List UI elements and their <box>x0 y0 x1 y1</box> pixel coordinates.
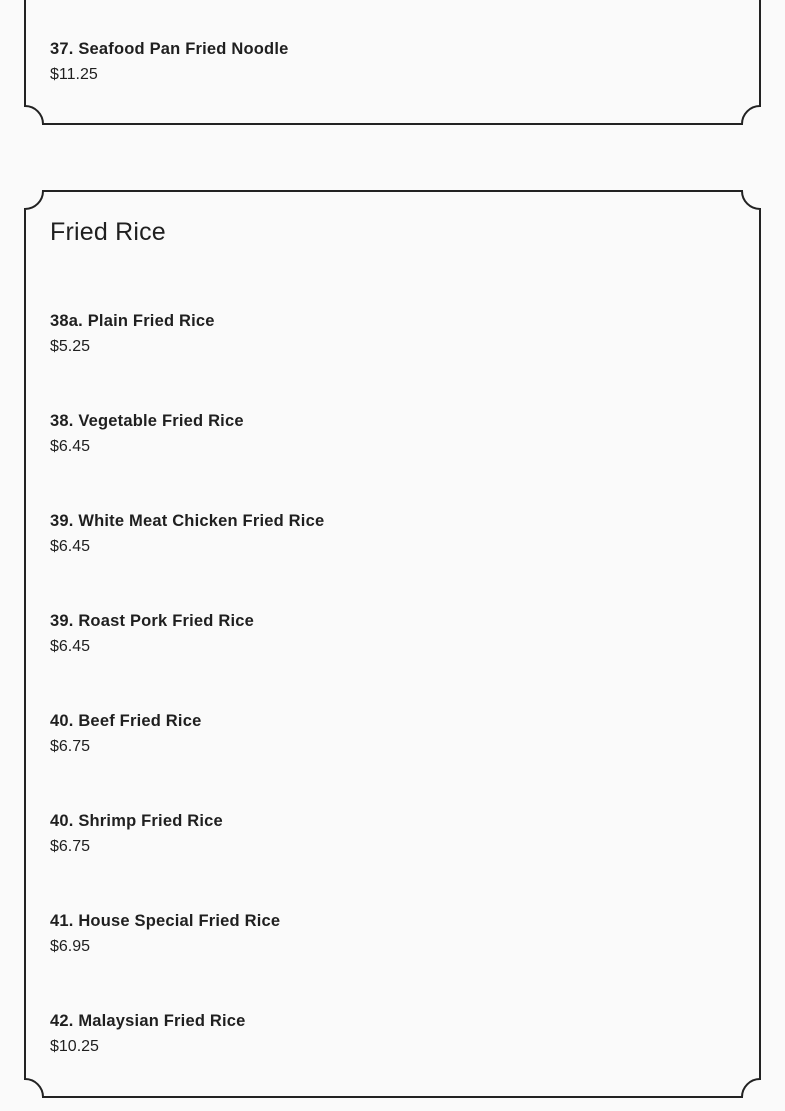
menu-item-price: $6.75 <box>50 838 91 855</box>
menu-item[interactable] <box>50 511 324 557</box>
menu-item-name: 40. Shrimp Fried Rice <box>50 812 223 830</box>
menu-item-name: 41. House Special Fried Rice <box>50 912 281 930</box>
menu-item-price: $6.45 <box>50 538 91 555</box>
menu-item-name: 39. White Meat Chicken Fried Rice <box>50 512 325 530</box>
menu-item-name: 39. Roast Pork Fried Rice <box>50 612 254 630</box>
menu-section-card-fried-rice <box>24 190 761 1098</box>
menu-item[interactable] <box>50 911 280 957</box>
menu-item[interactable] <box>50 711 201 757</box>
menu-item[interactable] <box>50 1011 246 1057</box>
menu-item-price: $6.95 <box>50 938 91 955</box>
menu-item-name: 42. Malaysian Fried Rice <box>50 1012 246 1030</box>
menu-item-name: 38a. Plain Fried Rice <box>50 312 215 330</box>
menu-item[interactable] <box>50 611 254 657</box>
menu-section-card-previous <box>24 0 761 126</box>
menu-item-price: $5.25 <box>50 338 91 355</box>
section-title: Fried Rice <box>50 218 166 246</box>
menu-item-price: $6.75 <box>50 738 91 755</box>
menu-item-price: $11.25 <box>50 66 98 83</box>
menu-item[interactable] <box>50 811 223 857</box>
menu-item[interactable] <box>50 411 244 457</box>
menu-item-name: 38. Vegetable Fried Rice <box>50 412 244 430</box>
menu-item-name: 40. Beef Fried Rice <box>50 712 202 730</box>
menu-item[interactable] <box>50 311 215 357</box>
menu-item[interactable] <box>50 39 288 85</box>
menu-item-name: 37. Seafood Pan Fried Noodle <box>50 40 289 58</box>
menu-item-price: $6.45 <box>50 438 91 455</box>
menu-item-price: $10.25 <box>50 1038 99 1055</box>
menu-item-price: $6.45 <box>50 638 91 655</box>
